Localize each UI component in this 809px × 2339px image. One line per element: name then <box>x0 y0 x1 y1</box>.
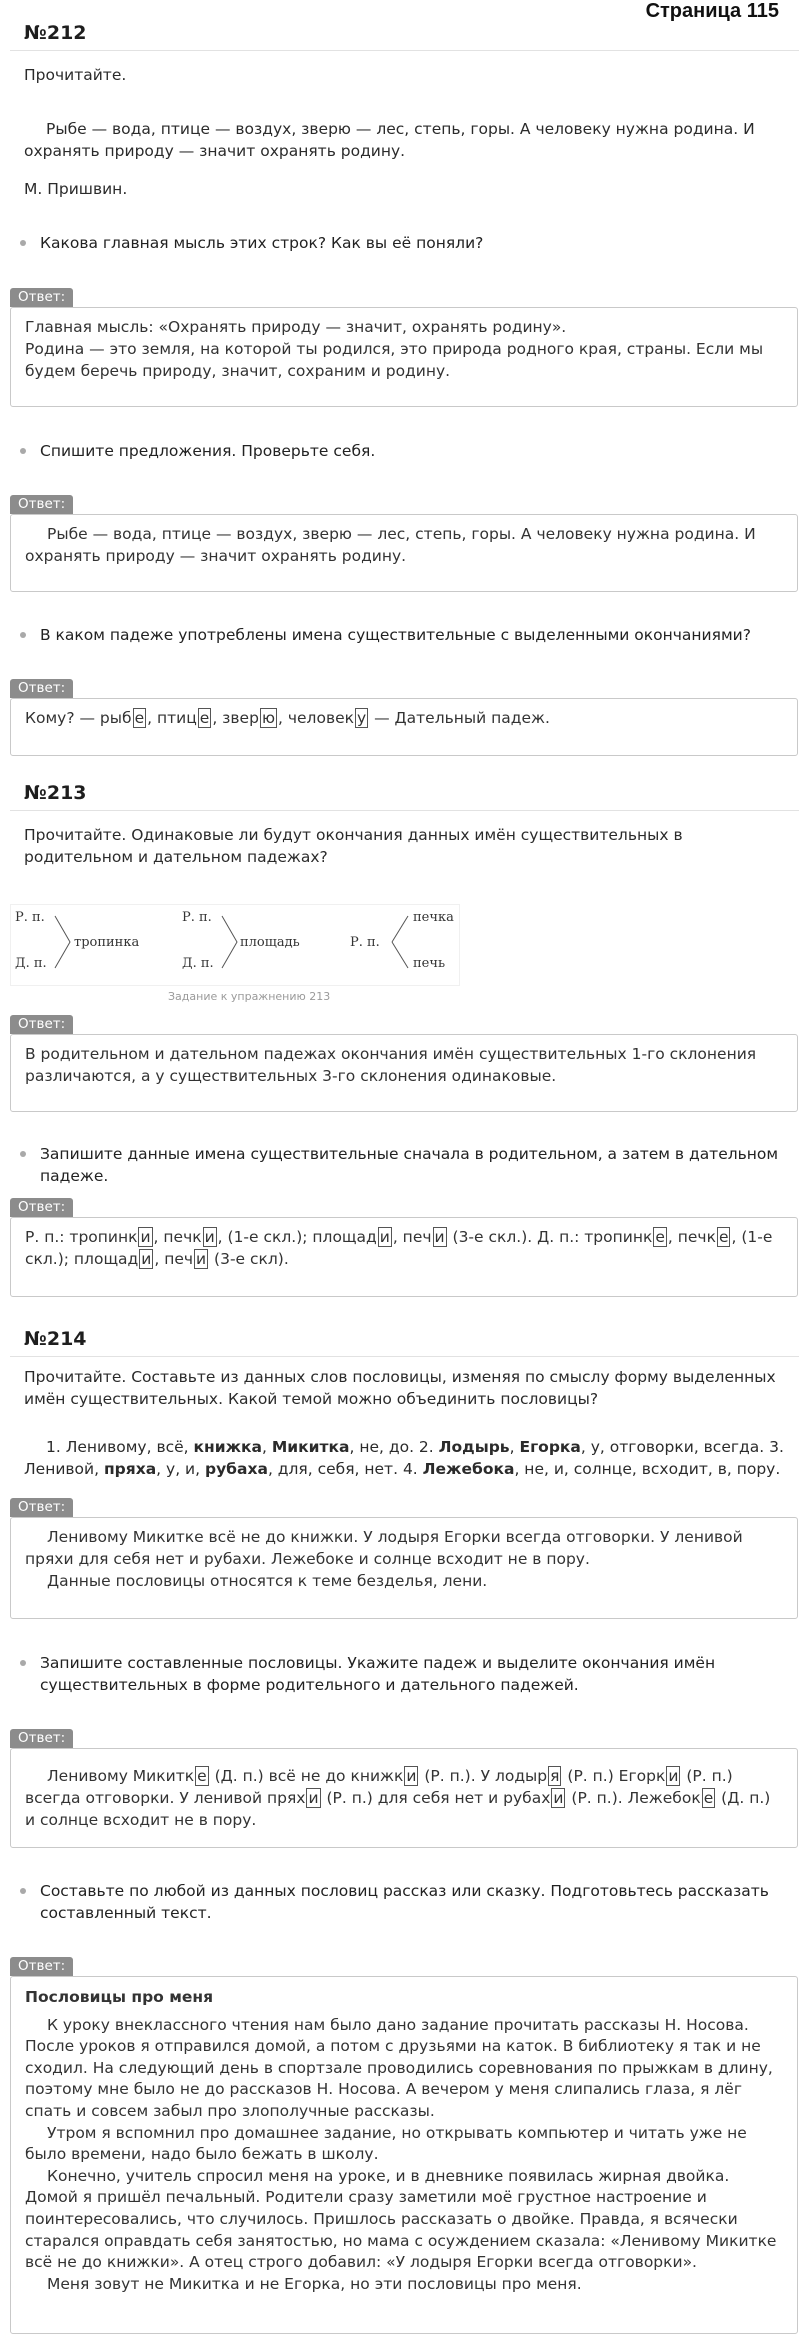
answer-text: , звер <box>212 709 259 727</box>
exercise-212-text: Рыбе — вода, птице — воздух, зверю — лес, степь, горы. А человеку нужна родина. И охранять природу — значит охранять родину. <box>24 120 755 160</box>
highlighted-ending: е <box>197 1767 207 1785</box>
answer-text: , печ <box>154 1250 194 1268</box>
exercise-214-question-3: Составьте по любой из данных пословиц рассказ или сказку. Подготовьтесь рассказать составленный текст. <box>40 1880 780 1924</box>
exercise-213-answer-1 <box>10 1034 798 1112</box>
exercise-212-title: №212 <box>24 22 87 44</box>
diagram-word-2: площадь <box>240 935 300 950</box>
highlighted-ending: и <box>406 1767 417 1785</box>
diagram-branch <box>392 942 408 968</box>
answer-text: (Р. п.) всегда отговорки. У ленивой прях <box>25 1767 733 1807</box>
answer-label: Ответ: <box>10 1498 73 1517</box>
bold-word: Лежебока <box>422 1460 515 1478</box>
highlighted-ending: е <box>718 1228 729 1246</box>
bold-word: Лодырь <box>438 1438 510 1456</box>
answer-text: , птиц <box>147 709 197 727</box>
highlighted-ending: е <box>134 709 145 727</box>
highlighted-ending: и <box>308 1789 319 1807</box>
answer-line: Ленивому Микитке всё не до книжки. У лодыря Егорки всегда отговорки. У ленивой пряхи для себя нет и рубахи. Лежебоке и солнце всходит не в пору. <box>25 1528 743 1568</box>
diagram-caption: Задание к упражнению 213 <box>168 990 331 1003</box>
diagram-case-gen: Р. п. <box>182 910 212 925</box>
diagram-word-3a: печка <box>413 910 454 925</box>
highlighted-ending: я <box>550 1767 560 1785</box>
highlighted-ending: и <box>140 1228 151 1246</box>
answer-text: (3-е скл.). Д. п.: тропинк <box>447 1228 653 1246</box>
story-paragraph: Конечно, учитель спросил меня на уроке, и в дневнике появилась жирная двойка. Домой я пришёл печальный. Родители сразу заметили моё грустное настроение и поинтересовались, что случилось. Пришлось рассказать о двойке. Правда, я всячески старался оправдать себя занятостью, но мама с осуждением сказала: «Ленивому Микитке всё не до книжки». А отец строго добавил: «У лодыря Егорки всегда отговорки». <box>25 2166 777 2272</box>
exercise-214-answer-2 <box>10 1748 798 1848</box>
answer-text: , печк <box>153 1228 202 1246</box>
exercise-213-answer-2 <box>10 1217 798 1297</box>
diagram-branch <box>392 916 408 942</box>
answer-text: Кому? — рыб <box>25 709 132 727</box>
diagram-bracket <box>55 916 70 968</box>
diagram-case-gen: Р. п. <box>350 935 380 950</box>
highlighted-ending: и <box>141 1250 152 1268</box>
answer-label: Ответ: <box>10 288 73 307</box>
answer-label: Ответ: <box>10 495 73 514</box>
exercise-212-answer-2 <box>10 514 798 592</box>
answer-text: Ленивому Микитк <box>47 1767 195 1785</box>
answer-text: (Д. п.) всё не до книжк <box>209 1767 404 1785</box>
answer-line: Родина — это земля, на которой ты родился, это природа родного края, страны. Если мы будем беречь природу, значит, сохраним и родину. <box>25 340 764 380</box>
exercise-214-instruction: Прочитайте. Составьте из данных слов пословицы, изменяя по смыслу форму выделенных имён существительных. Какой темой можно объединить пословицы? <box>24 1368 776 1408</box>
answer-label: Ответ: <box>10 1015 73 1034</box>
answer-text: — Дательный падеж. <box>369 709 550 727</box>
story-paragraph: Меня зовут не Микитка и не Егорка, но эти пословицы про меня. <box>47 2274 582 2293</box>
answer-line: Главная мысль: «Охранять природу — значит, охранять родину». <box>25 318 567 336</box>
exercise-212-question-3: В каком падеже употреблены имена существительные с выделенными окончаниями? <box>40 624 780 646</box>
highlighted-ending: и <box>196 1250 207 1268</box>
exercise-213-instruction: Прочитайте. Одинаковые ли будут окончания данных имён существительных в родительном и дательном падежах? <box>24 826 683 866</box>
answer-text: (Р. п.). Лежебок <box>566 1789 701 1807</box>
story-paragraph: К уроку внеклассного чтения нам было дано задание прочитать рассказы Н. Носова. После уроков я отправился домой, а потом с друзьями на каток. В библиотеку я так и не сходил. На следующий день в спортзале проводились соревнования по прыжкам в длину, поэтому мне было не до рассказов Н. Носова. А вечером у меня слипались глаза, я лёг спать и совсем забыл про злополучные рассказы. <box>25 2015 773 2120</box>
declension-diagram <box>10 904 460 986</box>
exercise-214-words: 1. Ленивому, всё, книжка, Микитка, не, до. 2. Лодырь, Егорка, у, отговорки, всегда. 3. Ленивой, пряха, у, и, рубаха, для, себя, нет. 4. Лежебока, не, и, солнце, всходит, в, пору. <box>24 1438 784 1478</box>
answer-line: Данные пословицы относятся к теме безделья, лени. <box>47 1572 488 1590</box>
answer-text: , печ <box>392 1228 432 1246</box>
answer-text: Рыбе — вода, птице — воздух, зверю — лес, степь, горы. А человеку нужна родина. И охранять природу — значит охранять родину. <box>25 525 756 565</box>
exercise-213-question-2: Запишите данные имена существительные сначала в родительном, а затем в дательном падеже. <box>40 1145 779 1185</box>
exercise-214-title: №214 <box>24 1328 87 1350</box>
exercise-212-instruction: Прочитайте. <box>24 66 127 84</box>
answer-text: (Р. п.). У лодыр <box>419 1767 548 1785</box>
answer-text: (Р. п.) для себя нет и рубах <box>321 1789 551 1807</box>
diagram-word-3b: печь <box>413 956 446 971</box>
highlighted-ending: ю <box>261 709 275 727</box>
answer-label: Ответ: <box>10 679 73 698</box>
bold-word: Микитка <box>271 1438 350 1456</box>
highlighted-ending: и <box>668 1767 679 1785</box>
exercise-214-question-2: Запишите составленные пословицы. Укажите падеж и выделите окончания имён существительных в форме родительного и дательного падежей. <box>40 1652 780 1696</box>
highlighted-ending: е <box>655 1228 665 1246</box>
answer-text: , печк <box>667 1228 716 1246</box>
answer-text: (Р. п.) Егорк <box>562 1767 666 1785</box>
exercise-213-title: №213 <box>24 782 87 804</box>
divider <box>10 810 799 811</box>
page-number: Страница 115 <box>645 0 779 22</box>
answer-text: В родительном и дательном падежах окончания имён существительных 1-го склонения различаются, а у существительных 3-го склонения одинаковые. <box>25 1045 757 1085</box>
answer-text: Р. п.: тропинк <box>25 1228 138 1246</box>
exercise-214-answer-1 <box>10 1517 798 1619</box>
answer-label: Ответ: <box>10 1729 73 1748</box>
divider <box>10 50 799 51</box>
diagram-case-dat: Д. п. <box>15 956 47 971</box>
exercise-212-answer-3 <box>10 698 798 756</box>
answer-text: , (1-е скл.); площад <box>25 1228 773 1268</box>
answer-text: (Д. п.) и солнце всходит не в пору. <box>25 1789 771 1829</box>
bold-word: рубаха <box>204 1460 268 1478</box>
highlighted-ending: и <box>379 1228 390 1246</box>
highlighted-ending: у <box>356 709 367 727</box>
diagram-word-1: тропинка <box>74 935 140 950</box>
exercise-214-story <box>10 1976 798 2334</box>
bold-word: Егорка <box>519 1438 581 1456</box>
exercise-212-question-1: Какова главная мысль этих строк? Как вы её поняли? <box>40 232 780 254</box>
answer-label: Ответ: <box>10 1198 73 1217</box>
answer-text: , (1-е скл.); площад <box>217 1228 377 1246</box>
diagram-case-gen: Р. п. <box>15 910 45 925</box>
exercise-212-author: М. Пришвин. <box>24 180 128 198</box>
highlighted-ending: е <box>703 1789 714 1807</box>
highlighted-ending: и <box>204 1228 215 1246</box>
story-title: Пословицы про меня <box>25 1988 214 2006</box>
story-paragraph: Утром я вспомнил про домашнее задание, но открывать компьютер и читать уже не было времени, надо было бежать в школу. <box>25 2123 747 2164</box>
bold-word: книжка <box>193 1438 262 1456</box>
divider <box>10 1356 799 1357</box>
highlighted-ending: и <box>553 1789 564 1807</box>
exercise-212-question-2: Спишите предложения. Проверьте себя. <box>40 440 780 462</box>
bold-word: пряха <box>103 1460 157 1478</box>
highlighted-ending: и <box>434 1228 445 1246</box>
diagram-bracket <box>222 916 237 968</box>
exercise-212-answer-1 <box>10 307 798 407</box>
answer-label: Ответ: <box>10 1957 73 1976</box>
highlighted-ending: е <box>199 709 210 727</box>
answer-text: (3-е скл). <box>209 1250 289 1268</box>
answer-text: , человек <box>278 709 354 727</box>
diagram-case-dat: Д. п. <box>182 956 214 971</box>
